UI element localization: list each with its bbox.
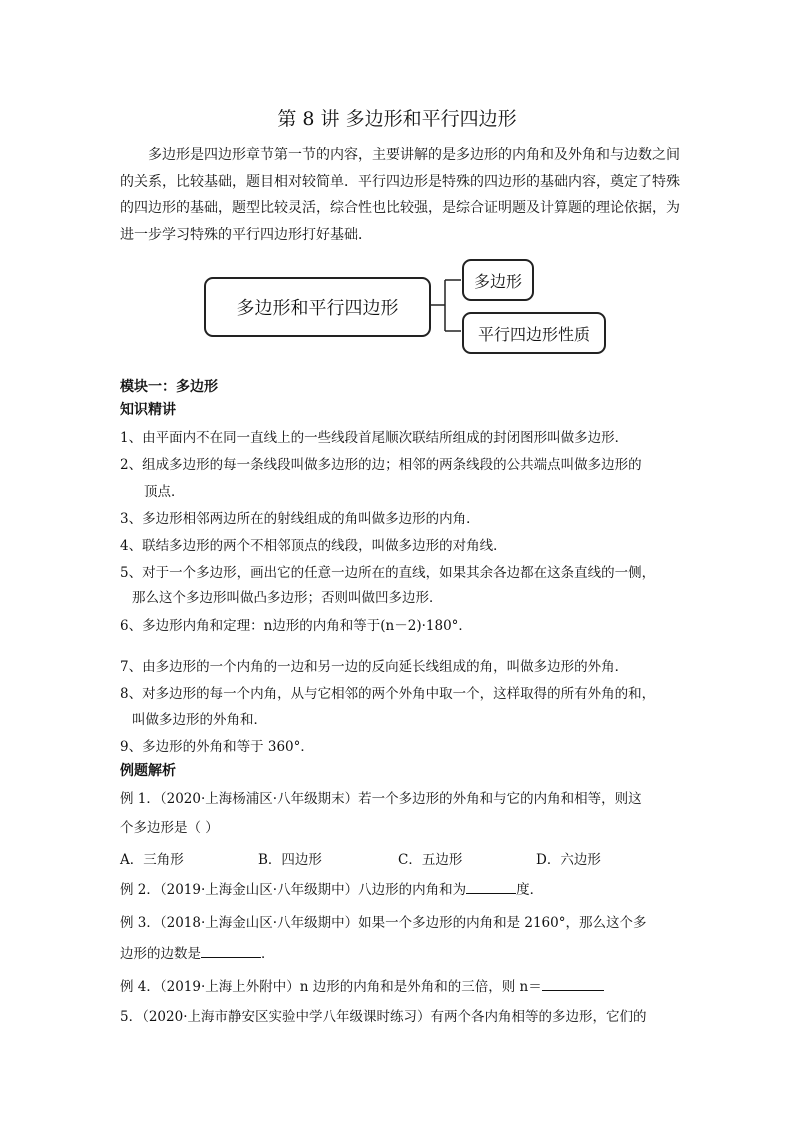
intro-line: 的四边形的基础，题型比较灵活，综合性也比较强，是综合证明题及计算题的理论依据，为	[120, 200, 680, 216]
intro-line: 多边形是四边形章节第一节的内容，主要讲解的是多边形的内角和及外角和与边数之间	[148, 147, 680, 163]
option-b: B．四边形	[258, 852, 322, 868]
diagram-branch-parallelogram	[462, 312, 606, 354]
example-3-text	[120, 942, 275, 962]
example-2-text	[120, 878, 543, 898]
diagram-branch-label: 平行四边形性质	[477, 324, 590, 344]
example-5-text: 5．（2020·上海市静安区实验中学八年级课时练习）有两个各内角相等的多边形，它们的	[120, 1009, 647, 1025]
module-heading: 模块一：多边形	[120, 379, 218, 395]
list-item: 4、联结多边形的两个不相邻顶点的线段，叫做多边形的对角线．	[120, 538, 507, 554]
diagram-root-box	[204, 277, 431, 337]
page-title: 第 8 讲 多边形和平行四边形	[277, 108, 517, 130]
option-a: A．三角形	[120, 852, 184, 868]
example-2-unit: 度．	[516, 882, 544, 898]
intro-line: 的关系，比较基础，题目相对较简单．平行四边形是特殊的四边形的基础内容，奠定了特殊	[120, 173, 680, 190]
section-heading: 知识精讲	[120, 402, 176, 418]
example-3-prompt: 边形的边数是	[120, 946, 201, 962]
answer-blank	[201, 943, 261, 958]
list-item: 9、多边形的外角和等于 360°．	[120, 739, 314, 755]
list-item: 那么这个多边形叫做凸多边形；否则叫做凹多边形．	[132, 590, 443, 606]
diagram-branch-label: 多边形	[473, 271, 522, 291]
list-item: 顶点．	[144, 484, 185, 500]
diagram-root-label: 多边形和平行四边形	[236, 298, 399, 319]
example-4-text	[120, 975, 604, 995]
example-1-text: 个多边形是（ ）	[120, 820, 219, 836]
examples-heading: 例题解析	[120, 763, 176, 779]
list-item: 5、对于一个多边形，画出它的任意一边所在的直线，如果其余各边都在这条直线的一侧，	[120, 565, 656, 581]
example-3-text: 例 3．（2018·上海金山区·八年级期中）如果一个多边形的内角和是 2160°，那么这个多	[120, 915, 647, 931]
list-item: 叫做多边形的外角和．	[132, 712, 267, 728]
list-item: 7、由多边形的一个内角的一边和另一边的反向延长线组成的角，叫做多边形的外角．	[120, 659, 629, 675]
list-item: 3、多边形相邻两边所在的射线组成的角叫做多边形的内角．	[120, 511, 480, 527]
answer-blank	[542, 976, 604, 991]
list-item: 6、多边形内角和定理：n边形的内角和等于(n－2)·180°．	[120, 618, 472, 634]
answer-blank	[466, 879, 516, 894]
list-item: 1、由平面内不在同一直线上的一些线段首尾顺次联结所组成的封闭图形叫做多边形．	[120, 430, 629, 446]
option-d: D．六边形	[536, 852, 601, 868]
diagram-connectors	[0, 0, 794, 400]
diagram-branch-polygon	[462, 259, 534, 301]
example-2-prompt: 例 2．（2019·上海金山区·八年级期中）八边形的内角和为	[120, 882, 467, 898]
list-item: 2、组成多边形的每一条线段叫做多边形的边；相邻的两条线段的公共端点叫做多边形的	[120, 457, 642, 473]
option-c: C．五边形	[398, 852, 463, 868]
example-1-text: 例 1．（2020·上海杨浦区·八年级期末）若一个多边形的外角和与它的内角和相等，则这	[120, 791, 642, 807]
example-3-end: ．	[261, 946, 275, 962]
list-item: 8、对多边形的每一个内角，从与它相邻的两个外角中取一个，这样取得的所有外角的和，	[120, 686, 656, 702]
intro-line: 进一步学习特殊的平行四边形打好基础．	[120, 226, 372, 243]
example-4-prompt: 例 4．（2019·上海上外附中）n 边形的内角和是外角和的三倍，则 n＝	[120, 979, 542, 995]
